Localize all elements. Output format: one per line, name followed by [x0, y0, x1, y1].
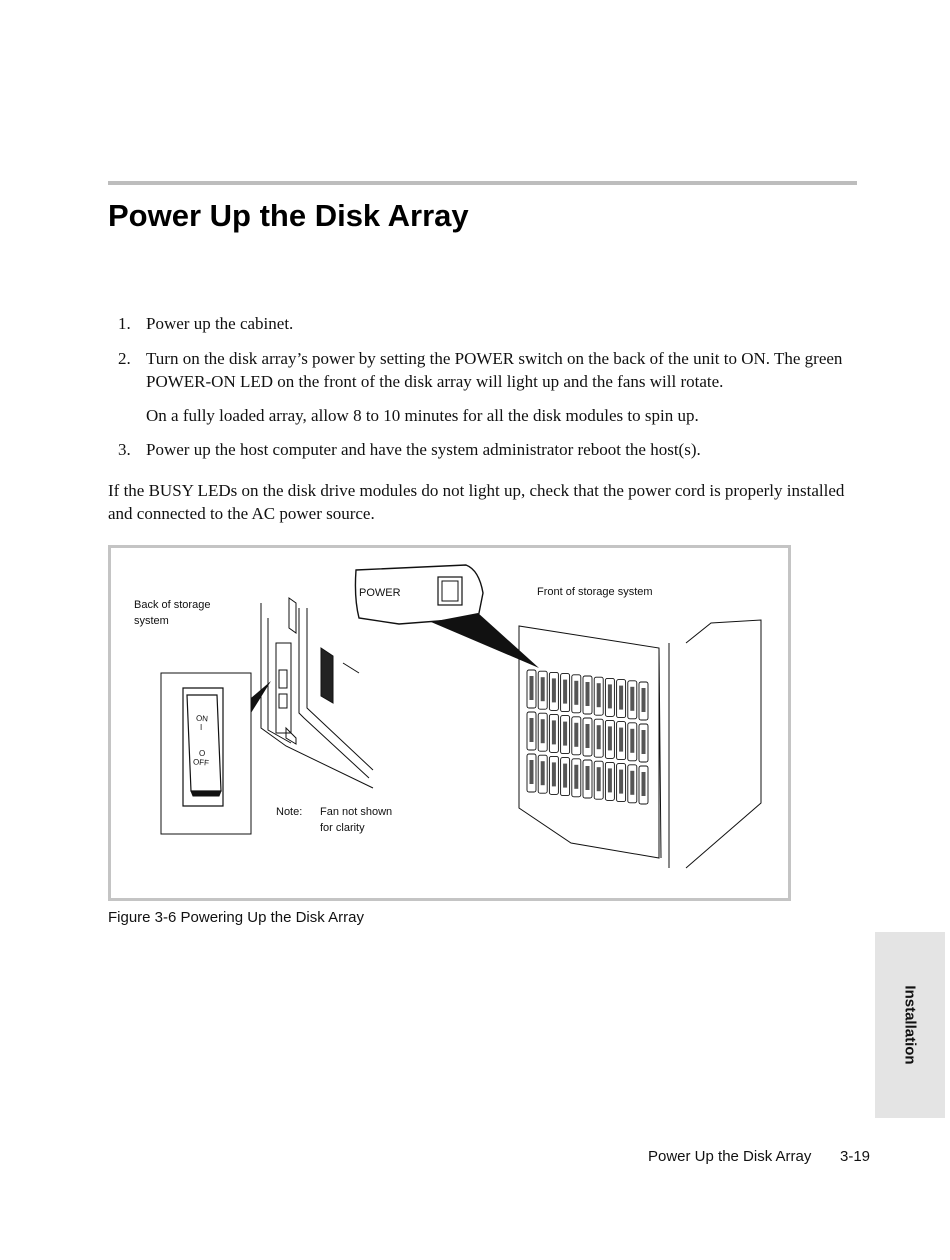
disk-module-handle	[586, 724, 590, 748]
figure-powering-up	[108, 545, 791, 901]
disk-module-handle	[597, 725, 601, 749]
step-text: Power up the host computer and have the system administrator reboot the host(s).	[146, 440, 701, 459]
switch-off-label: OFF	[192, 757, 210, 768]
disk-module-handle	[530, 676, 534, 700]
disk-module-handle	[642, 688, 646, 712]
disk-module-handle	[597, 767, 601, 791]
disk-module-handle	[552, 762, 556, 786]
disk-module-handle	[574, 723, 578, 747]
disk-module-handle	[630, 729, 634, 753]
header-rule	[108, 181, 857, 185]
back-label-line2: system	[134, 615, 169, 627]
power-led-pointer	[431, 613, 539, 668]
disk-module-handle	[619, 686, 623, 710]
disk-module-handle	[574, 681, 578, 705]
power-switch-rocker	[187, 695, 221, 791]
back-panel-edge	[261, 603, 373, 788]
step-text: Turn on the disk array’s power by setting the POWER switch on the back of the unit to ON. The green POWER-ON LED on the front of the disk array will light up and the fans will rotate.	[146, 349, 843, 391]
disk-module-handle	[597, 683, 601, 707]
step-number: 1.	[118, 314, 131, 333]
disk-module-handle	[563, 680, 567, 704]
disk-module-handle	[619, 770, 623, 794]
switch-on-label: ON	[195, 713, 209, 724]
disk-module-handle	[642, 772, 646, 796]
disk-module-handle	[608, 726, 612, 750]
disk-module-handle	[608, 684, 612, 708]
fan-grill	[321, 648, 333, 703]
disk-module-handle	[586, 766, 590, 790]
note-label: Note:	[276, 806, 303, 818]
disk-module-handle	[541, 761, 545, 785]
disk-module-handle	[563, 722, 567, 746]
footer-section-title: Power Up the Disk Array	[648, 1148, 812, 1165]
step-note-text: On a fully loaded array, allow 8 to 10 minutes for all the disk modules to spin up.	[146, 406, 699, 425]
disk-module-handle	[586, 682, 590, 706]
step-number: 2.	[118, 349, 131, 368]
switch-off-symbol: O	[199, 749, 206, 758]
side-tab-label: Installation	[901, 985, 919, 1065]
cabinet-door	[659, 620, 761, 868]
disk-module-handle	[541, 677, 545, 701]
step-number: 3.	[118, 440, 131, 459]
switch-inset-frame	[161, 673, 251, 834]
disk-module-handle	[574, 765, 578, 789]
power-connector	[279, 670, 287, 688]
disk-module-handle	[608, 768, 612, 792]
power-switch-shadow	[191, 791, 221, 796]
figure-caption: Figure 3-6 Powering Up the Disk Array	[108, 909, 364, 926]
footer-page-number: 3-19	[840, 1148, 871, 1165]
disk-module-handle	[563, 764, 567, 788]
note-line2: for clarity	[320, 822, 365, 834]
disk-module-handle	[619, 728, 623, 752]
disk-module-handle	[642, 730, 646, 754]
switch-on-symbol: I	[200, 723, 203, 732]
back-label-line1: Back of storage	[134, 599, 211, 611]
step-text: Power up the cabinet.	[146, 314, 294, 333]
page-title: Power Up the Disk Array	[108, 198, 469, 233]
disk-module-handle	[630, 687, 634, 711]
body-paragraph: If the BUSY LEDs on the disk drive modules do not light up, check that the power cord is properly installed and connected to the AC power source.	[108, 481, 845, 523]
disk-module-grid	[527, 670, 648, 804]
front-label: Front of storage system	[537, 586, 653, 598]
power-label: POWER	[359, 587, 401, 599]
figure-illustration	[111, 548, 788, 898]
disk-module-handle	[552, 720, 556, 744]
disk-module-handle	[541, 719, 545, 743]
power-inlet	[279, 694, 287, 708]
disk-module-handle	[530, 760, 534, 784]
disk-module-handle	[530, 718, 534, 742]
disk-module-handle	[552, 678, 556, 702]
disk-module-handle	[630, 771, 634, 795]
note-line1: Fan not shown	[320, 806, 393, 818]
